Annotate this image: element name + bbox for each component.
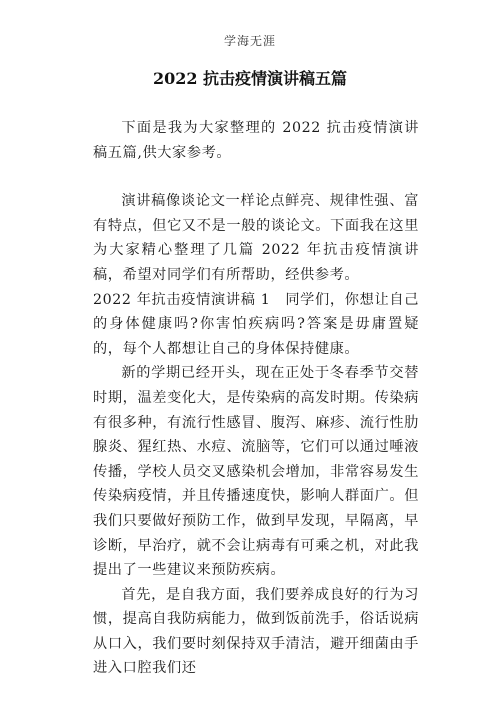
paragraph-gap	[93, 165, 419, 189]
intro-paragraph: 下面是我为大家整理的 2022 抗击疫情演讲稿五篇,供大家参考。	[93, 120, 419, 161]
document-title: 2022 抗击疫情演讲稿五篇	[152, 69, 348, 88]
paragraph-4: 首先，是自我方面，我们要养成良好的行为习惯，提高自我防病能力，做到饭前洗手，俗话说病从口入，我们要时刻保持双手清洁，避开细菌由手进入口腔我们还	[93, 586, 419, 677]
header-site-name: 学海无涯	[223, 34, 276, 48]
paragraph-2: 2022 年抗击疫情演讲稿 1 同学们，你想让自己的身体健康吗?你害怕疾病吗?答案是毋庸置疑的，每个人都想让自己的身体保持健康。	[93, 291, 419, 357]
paragraph-3: 新的学期已经开头，现在正处于冬春季节交替时期，温差变化大，是传染病的高发时期。传染病有很多种，有流行性感冒、腹泻、麻疹、流行性肋腺炎、猩红热、水痘、流脑等，它们可以通过唾液传播，学校人员交叉感染机会增加，非常容易发生传染病疫情，并且传播速度快，影响人群面广。但我们只要做好预防工作，做到早发现，早隔离，早诊断，早治疗，就不会让病毒有可乘之机，对此我提出了一些建议来预防疾病。	[93, 365, 419, 579]
document-body	[93, 116, 419, 681]
paragraph-1: 演讲稿像谈论文一样论点鲜亮、规律性强、富有特点，但它又不是一般的谈论文。下面我在这里为大家精心整理了几篇 2022 年抗击疫情演讲稿，希望对同学们有所帮助，经供参考。	[93, 193, 419, 283]
